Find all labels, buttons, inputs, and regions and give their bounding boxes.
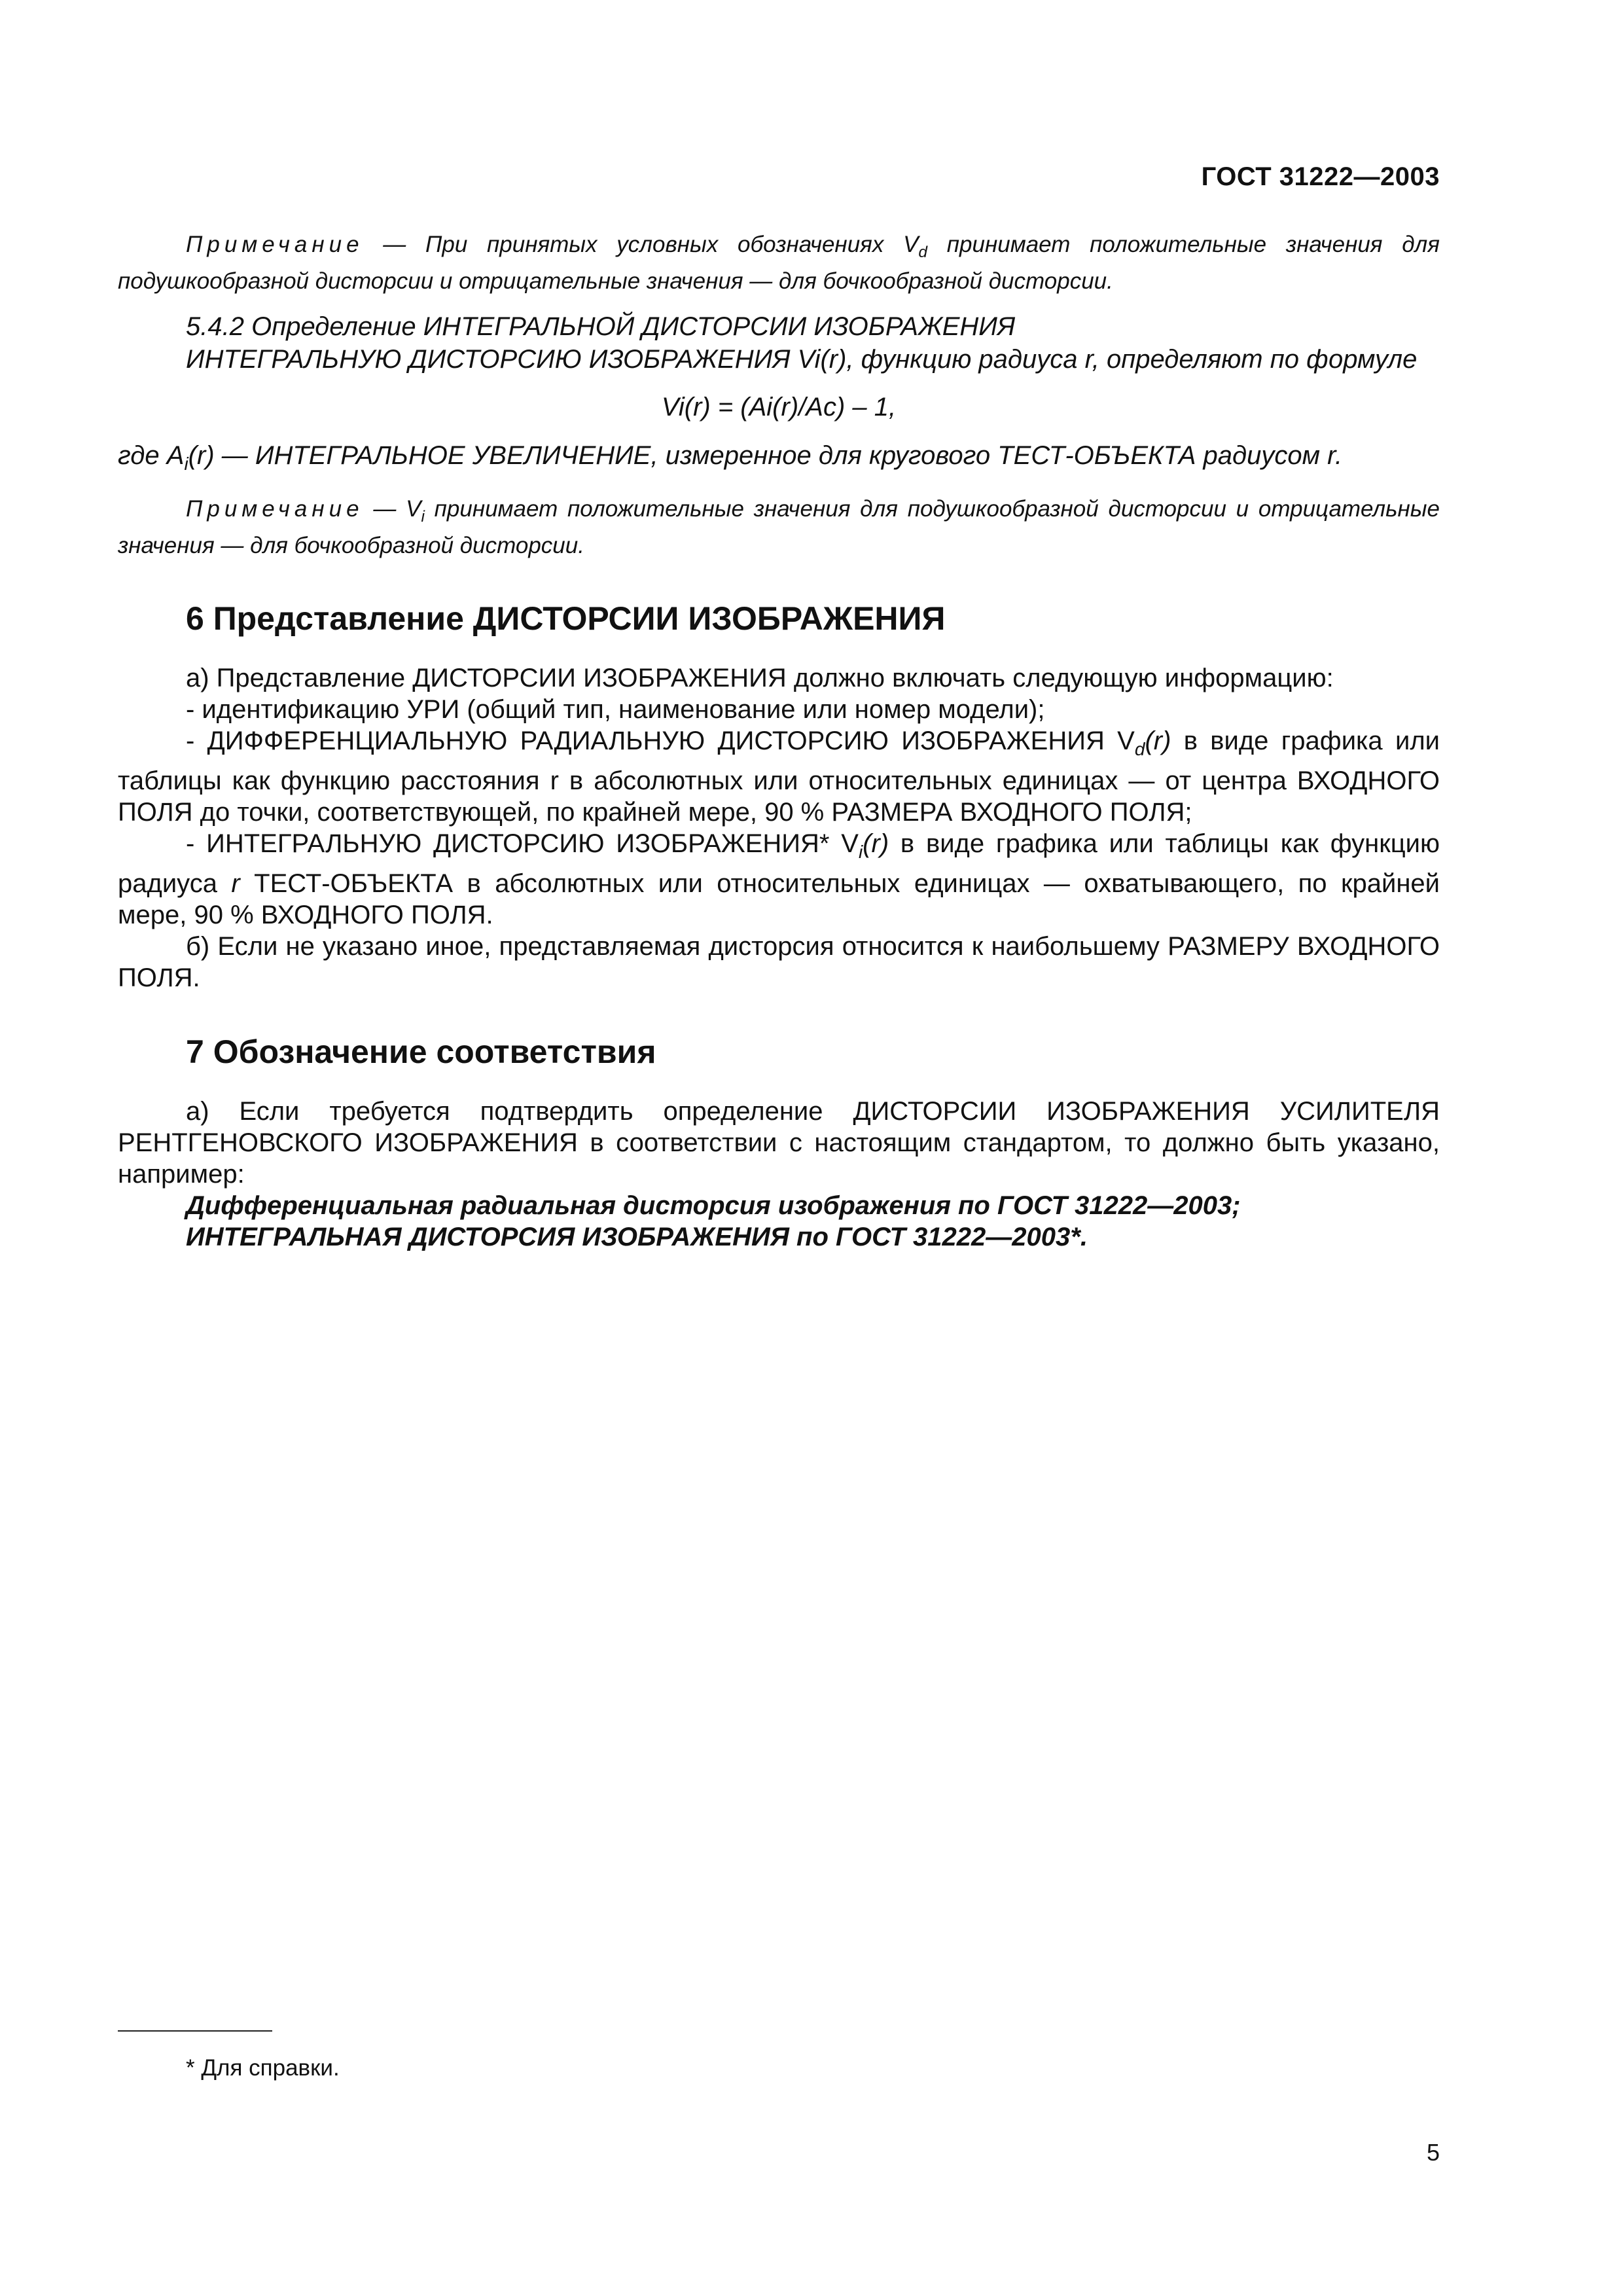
page-number: 5 (1426, 2139, 1440, 2166)
formula: Vi(r) = (Ai(r)/Ac) – 1, (661, 393, 897, 422)
note-paragraph-2 (118, 495, 1440, 560)
body-text-part: - ДИФФЕРЕНЦИАЛЬНУЮ РАДИАЛЬНУЮ ДИСТОРСИЮ ИЗОБРАЖЕНИЯ V (186, 726, 1135, 755)
explanation-part: (r) — ИНТЕГРАЛЬНОЕ УВЕЛИЧЕНИЕ, измеренное для кругового ТЕСТ-ОБЪЕКТА радиусом r. (188, 441, 1343, 470)
section-6-item-differential (118, 725, 1440, 828)
formula-explanation (118, 439, 1440, 480)
body-text-part: ТЕСТ-ОБЪЕКТА в абсолютных или относительных единицах — охватывающего, по крайней мере, 90 % ВХОДНОГО ПОЛЯ. (118, 869, 1440, 929)
footnote: * Для справки. (186, 2055, 340, 2081)
body-text-part: - ИНТЕГРАЛЬНУЮ ДИСТОРСИЮ ИЗОБРАЖЕНИЯ* V (186, 829, 859, 858)
note-subscript: d (918, 243, 928, 261)
section-6-item-integral (118, 828, 1440, 931)
section-6-item-b: б) Если не указано иное, представляемая дисторсия относится к наибольшему РАЗМЕРУ ВХОДНОГО ПОЛЯ. (118, 932, 1440, 992)
body-italic-part: r (231, 869, 240, 898)
body-italic-part: (r) (1145, 726, 1171, 755)
footnote-divider (118, 2030, 272, 2032)
note-text-part: — При принятых условных обозначениях V (383, 232, 919, 257)
body-subscript: i (858, 842, 863, 862)
page-content (118, 230, 1440, 1253)
designation-example-2: ИНТЕГРАЛЬНАЯ ДИСТОРСИЯ ИЗОБРАЖЕНИЯ по ГОСТ 31222—2003*. (186, 1223, 1088, 1251)
clause-heading: 5.4.2 Определение ИНТЕГРАЛЬНОЙ ДИСТОРСИИ ИЗОБРАЖЕНИЯ (186, 312, 1016, 341)
section-6-item-id: - идентификацию УРИ (общий тип, наименование или номер модели); (186, 695, 1045, 724)
body-text-part: в виде графика или таблицы как функцию расстояния r в абсолютных или относительных единицах — от центра ВХОДНОГО ПОЛЯ до точки, соответствующей, по крайней мере, 90 % РАЗМЕРА ВХОДНОГО ПОЛЯ; (118, 726, 1440, 827)
section-7-item-a: а) Если требуется подтвердить определение ДИСТОРСИИ ИЗОБРАЖЕНИЯ УСИЛИТЕЛЯ РЕНТГЕНОВСКОГО ИЗОБРАЖЕНИЯ в соответствии с настоящим стандартом, то должно быть указано, например: (118, 1097, 1440, 1189)
note-text-part: — V (373, 496, 421, 522)
section-7-title: 7 Обозначение соответствия (186, 1033, 656, 1070)
document-code-header: ГОСТ 31222—2003 (1201, 162, 1440, 191)
explanation-part: где A (118, 441, 185, 470)
explanation-subscript: i (184, 454, 188, 474)
note-text-part: принимает положительные значения для подушкообразной дисторсии и отрицательные значения — для бочкообразной дисторсии. (118, 232, 1440, 294)
body-subscript: d (1134, 739, 1145, 759)
body-text-part: в виде графика или таблицы как функцию радиуса (118, 829, 1440, 898)
note-label: Примечание (186, 496, 364, 522)
note-subscript: i (421, 508, 425, 526)
section-6-item-a: а) Представление ДИСТОРСИИ ИЗОБРАЖЕНИЯ должно включать следующую информацию: (186, 664, 1334, 692)
section-6-title: 6 Представление ДИСТОРСИИ ИЗОБРАЖЕНИЯ (186, 600, 946, 637)
body-italic-part: (r) (863, 829, 889, 858)
designation-example-1: Дифференциальная радиальная дисторсия изображения по ГОСТ 31222—2003; (186, 1191, 1241, 1220)
note-text-part: принимает положительные значения для подушкообразной дисторсии и отрицательные значения — для бочкообразной дисторсии. (118, 496, 1440, 558)
note-label: Примечание (186, 232, 364, 257)
clause-text: ИНТЕГРАЛЬНУЮ ДИСТОРСИЮ ИЗОБРАЖЕНИЯ Vi(r), функцию радиуса r, определяют по формуле (186, 345, 1418, 374)
note-paragraph-1 (118, 230, 1440, 296)
